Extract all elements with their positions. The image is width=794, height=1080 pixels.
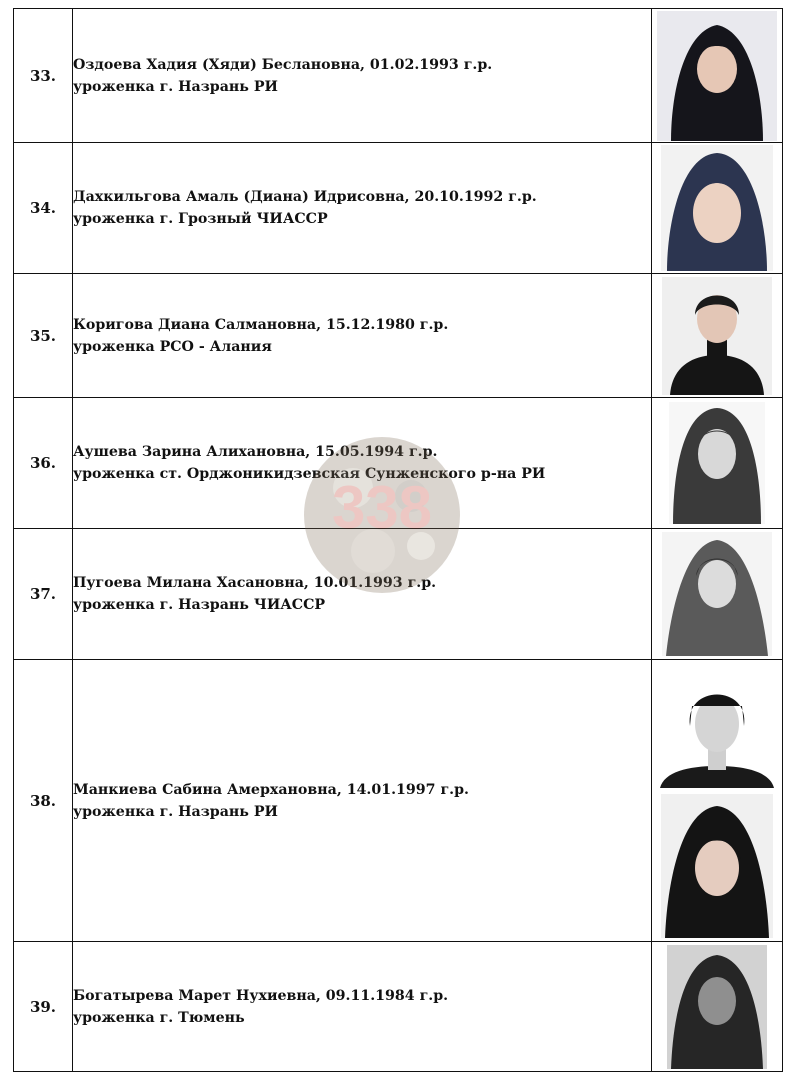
portrait-photo [657, 11, 777, 141]
person-name-dob: Аушева Зарина Алихановна, 15.05.1994 г.р. [73, 444, 438, 460]
person-birthplace: уроженка г. Назрань РИ [73, 803, 278, 820]
table-row [14, 143, 783, 274]
table-row [14, 398, 783, 529]
photo-cell [652, 274, 783, 398]
row-number: 35. [14, 274, 73, 398]
person-birthplace: уроженка РСО - Алания [73, 338, 272, 355]
person-name-dob: Пугоева Милана Хасановна, 10.01.1993 г.р. [73, 575, 437, 591]
portrait-photo [662, 277, 772, 395]
person-info [73, 143, 652, 274]
person-birthplace: уроженка г. Назрань РИ [73, 78, 278, 95]
person-info [73, 274, 652, 398]
person-name-dob: Манкиева Сабина Амерхановна, 14.01.1997 г.р. [73, 781, 469, 798]
photo-cell [652, 660, 783, 942]
person-info [73, 942, 652, 1072]
row-number: 34. [14, 143, 73, 274]
persons-table [13, 8, 783, 1072]
photo-cell [652, 942, 783, 1072]
person-birthplace: уроженка г. Грозный ЧИАССР [73, 211, 328, 227]
person-name-dob: Богатырева Марет Нухиевна, 09.11.1984 г.р. [73, 987, 449, 1004]
person-name-dob: Коригова Диана Салмановна, 15.12.1980 г.р. [73, 316, 449, 333]
person-info [73, 398, 652, 529]
table-row [14, 660, 783, 942]
person-name-dob: Дахкильгова Амаль (Диана) Идрисовна, 20.10.1992 г.р. [73, 189, 537, 205]
table-row [14, 274, 783, 398]
table-row [14, 529, 783, 660]
photo-cell [652, 9, 783, 143]
person-birthplace: уроженка г. Назрань ЧИАССР [73, 597, 326, 613]
row-number: 39. [14, 942, 73, 1072]
person-birthplace: уроженка г. Тюмень [73, 1009, 245, 1026]
row-number: 38. [14, 660, 73, 942]
watermark-text: 338 [331, 474, 433, 541]
row-number: 36. [14, 398, 73, 529]
person-name-dob: Оздоева Хадия (Хяди) Беслановна, 01.02.1993 г.р. [73, 56, 493, 73]
portrait-photo [662, 532, 772, 656]
row-number: 33. [14, 9, 73, 143]
row-number: 37. [14, 529, 73, 660]
photo-cell [652, 143, 783, 274]
portrait-photo [667, 945, 767, 1069]
photo-cell [652, 529, 783, 660]
table-row [14, 942, 783, 1072]
table-row [14, 9, 783, 143]
document-page [13, 8, 783, 1072]
portrait-photo [661, 145, 773, 271]
photo-cell [652, 398, 783, 529]
person-birthplace: уроженка ст. Орджоникидзевская Сунженского р-на РИ [73, 466, 546, 482]
person-info [73, 529, 652, 660]
portrait-photo [658, 664, 776, 788]
portrait-photo [669, 402, 765, 524]
person-info [73, 660, 652, 942]
person-info [73, 9, 652, 143]
portrait-photo [661, 794, 773, 938]
